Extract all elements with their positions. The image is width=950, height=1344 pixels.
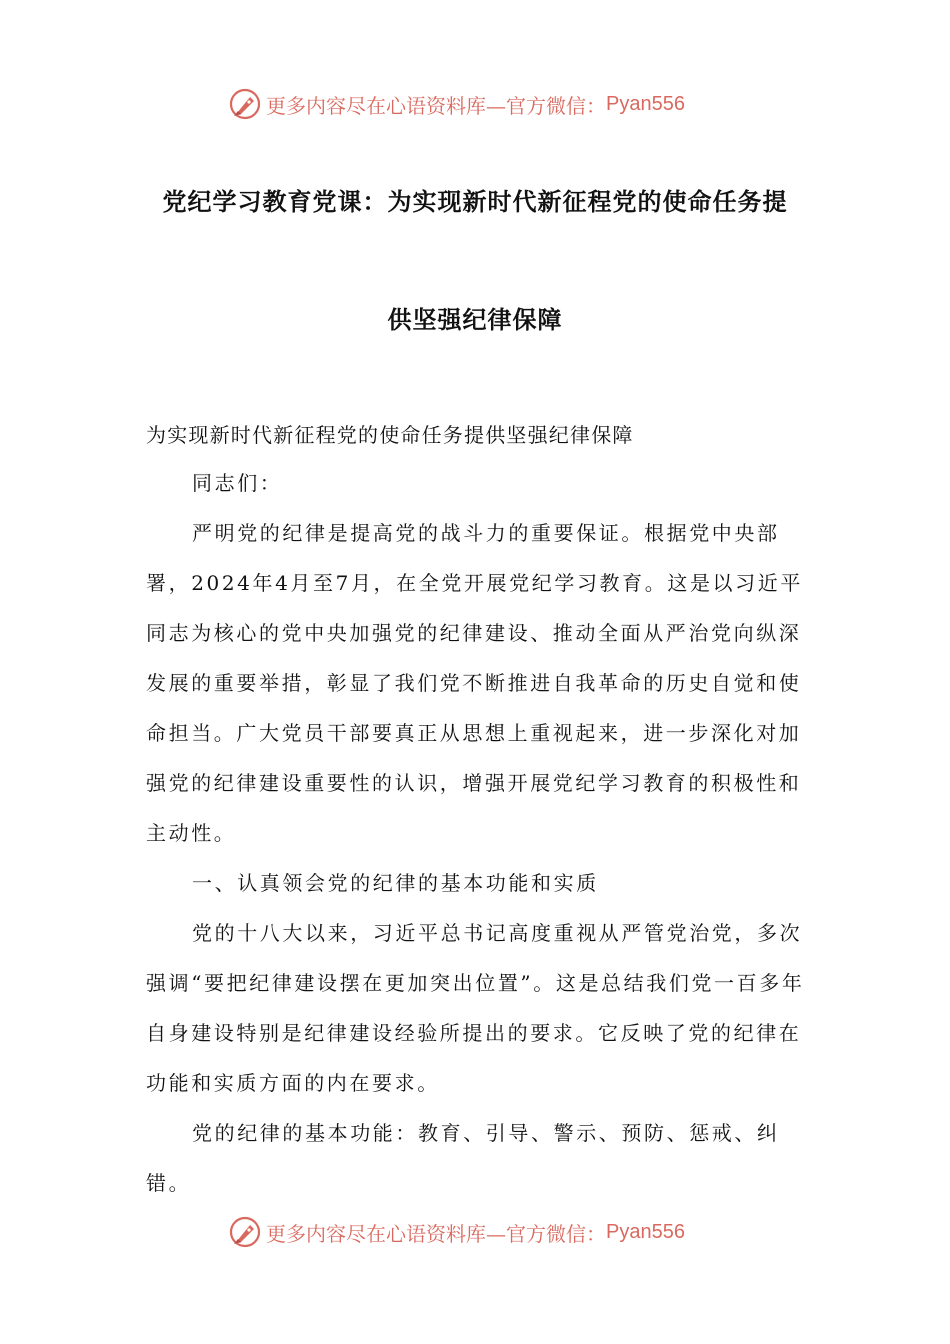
- pen-nib-logo-icon: [228, 1215, 262, 1249]
- document-body: [146, 458, 818, 1208]
- watermark-text: 更多内容尽在心语资料库—官方微信：: [266, 93, 606, 118]
- watermark-text: 更多内容尽在心语资料库—官方微信：: [266, 1221, 606, 1246]
- document-title-line-2: 供坚强纪律保障: [387, 306, 563, 334]
- paragraph-2: 党的十八大以来，习近平总书记高度重视从严管党治党，多次强调“要把纪律建设摆在更加突出位置”。这是总结我们党一百多年自身建设特别是纪律建设经验所提出的要求。它反映了党的纪律在功能和实质方面的内在要求。: [146, 921, 805, 1095]
- document-subtitle: 为实现新时代新征程党的使命任务提供坚强纪律保障: [146, 423, 634, 447]
- watermark-banner-bottom: [0, 1212, 950, 1252]
- section-1-heading: 一、认真领会党的纪律的基本功能和实质: [192, 871, 599, 895]
- greeting: 同志们：: [192, 471, 283, 495]
- watermark-wechat-id: Pyan556: [606, 92, 685, 115]
- paragraph-1: 严明党的纪律是提高党的战斗力的重要保证。根据党中央部署，2024年4月至7月，在全党开展党纪学习教育。这是以习近平同志为核心的党中央加强党的纪律建设、推动全面从严治党向纵深发展的重要举措，彰显了我们党不断推进自我革命的历史自觉和使命担当。广大党员干部要真正从思想上重视起来，进一步深化对加强党的纪律建设重要性的认识，增强开展党纪学习教育的积极性和主动性。: [146, 521, 803, 845]
- watermark-banner-top: [0, 84, 950, 124]
- paragraph-3: 党的纪律的基本功能：教育、引导、警示、预防、惩戒、纠错。: [146, 1121, 780, 1195]
- document-title-line-1: 党纪学习教育党课：为实现新时代新征程党的使命任务提: [162, 188, 788, 216]
- pen-nib-logo-icon: [228, 87, 262, 121]
- watermark-wechat-id: Pyan556: [606, 1220, 685, 1243]
